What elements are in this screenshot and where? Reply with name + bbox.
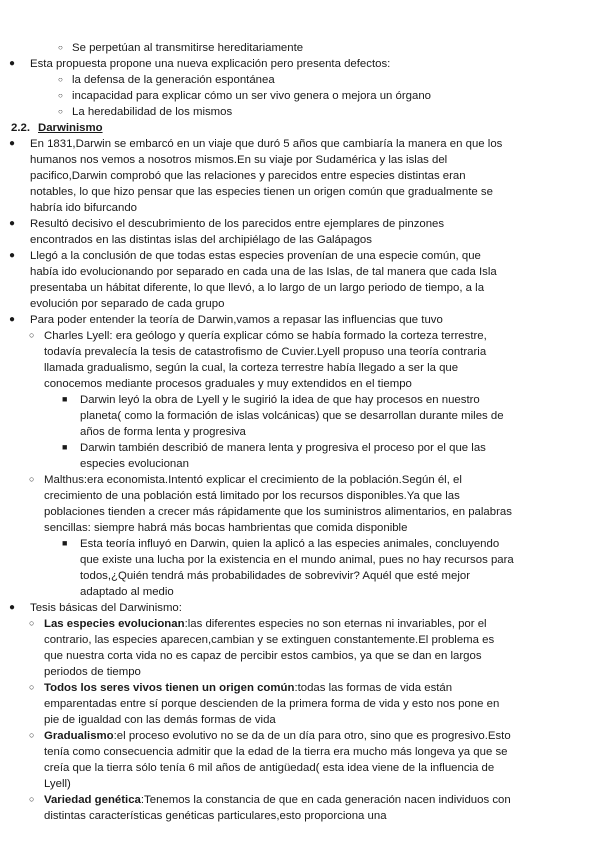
list-item <box>29 328 514 392</box>
list-item-text: Esta propuesta propone una nueva explicación pero presenta defectos: <box>30 58 391 70</box>
square-bullet-icon: ■ <box>62 538 68 548</box>
list-item <box>58 88 512 104</box>
bullet-icon: ● <box>9 250 16 261</box>
hollow-bullet-icon: ○ <box>29 474 35 484</box>
document-page <box>0 40 600 824</box>
thesis-text: :Tenemos la constancia de que en cada generación nacen individuos con distintas características genéticas particulares,esto proporciona una <box>44 794 511 822</box>
list-item-text: Se perpetúan al transmitirse hereditariamente <box>72 42 304 54</box>
list-item <box>29 792 514 824</box>
bullet-icon: ● <box>9 218 16 229</box>
square-bullet-icon: ■ <box>62 442 68 452</box>
thesis-term: Las especies evolucionan <box>44 618 185 630</box>
list-item <box>58 104 512 120</box>
list-item-text: Resultó decisivo el descubrimiento de los parecidos entre ejemplares de pinzones encontrados en las distintas islas del archipiélago de las Galápagos <box>30 218 445 246</box>
thesis-text: :las diferentes especies no son eternas ni invariables, por el contrario, las especies aparecen,cambian y se extinguen constantemente.El problema es que nuestra corta vida no es capaz de percibir estos cambios, ya que se dan en largos periodos de tiempo <box>44 618 495 678</box>
thesis-term: Variedad genética <box>44 794 141 806</box>
hollow-bullet-icon: ○ <box>29 794 35 804</box>
thesis-term: Todos los seres vivos tienen un origen común <box>44 682 295 694</box>
hollow-bullet-icon: ○ <box>58 75 63 84</box>
list-item <box>29 680 514 728</box>
hollow-bullet-icon: ○ <box>58 91 63 100</box>
list-item <box>9 600 508 616</box>
bullet-icon: ● <box>9 58 16 69</box>
section-number: 2.2. <box>11 122 30 134</box>
list-item-text: Charles Lyell: era geólogo y quería explicar cómo se había formado la corteza terrestre, todavía prevalecía la tesis de catastrofismo de Cuvier.Lyell propuso una teoría contraria llamada gradualismo, según la cual, la corteza terrestre había llegado a ser la que conocemos mediante procesos graduales y muy extendidos en el tiempo <box>44 330 487 390</box>
thesis-term: Gradualismo <box>44 730 114 742</box>
hollow-bullet-icon: ○ <box>29 330 35 340</box>
list-item <box>9 248 508 312</box>
thesis-text: :el proceso evolutivo no se da de un día para otro, sino que es progresivo.Esto tenía como consecuencia admitir que la edad de la tierra era mucho más longeva ya que se creía que la tierra sólo tenía 6 mil años de antigüedad( esta idea viene de la influencia de Lyell) <box>44 730 511 790</box>
list-item <box>62 392 514 440</box>
hollow-bullet-icon: ○ <box>58 43 63 52</box>
list-item-text: Para poder entender la teoría de Darwin,vamos a repasar las influencias que tuvo <box>30 314 443 326</box>
list-item <box>62 440 514 472</box>
list-item <box>29 728 514 792</box>
list-item-text: En 1831,Darwin se embarcó en un viaje que duró 5 años que cambiaría la manera en que los humanos nos vemos a nosotros mismos.En su viaje por Sudamérica y las islas del pacifico,Darwin comprobó que las relaciones y parecidos entre especies distintas eran notables, lo que hizo pensar que las especies tienen un origen común que gradualmente se habría ido bifurcando <box>30 138 503 214</box>
hollow-bullet-icon: ○ <box>29 730 35 740</box>
bullet-icon: ● <box>9 138 16 149</box>
square-bullet-icon: ■ <box>62 394 68 404</box>
list-item-text: Esta teoría influyó en Darwin, quien la aplicó a las especies animales, concluyendo que existe una lucha por la existencia en el mundo animal, pues no hay recursos para todos,¿Quién tendrá más probabilidades de sobrevivir? Aquél que esté mejor adaptado al medio <box>80 538 514 598</box>
thesis-text: :todas las formas de vida están emparentadas entre sí porque descienden de la primera forma de vida y esto nos pone en pie de igualdad con las demás formas de vida <box>44 682 500 726</box>
list-item <box>58 40 512 56</box>
list-item <box>9 216 508 248</box>
section-heading <box>11 120 600 136</box>
hollow-bullet-icon: ○ <box>29 618 35 628</box>
list-item <box>9 136 508 216</box>
list-item-text: incapacidad para explicar cómo un ser vivo genera o mejora un órgano <box>72 90 432 102</box>
list-item-text: Malthus:era economista.Intentó explicar el crecimiento de la población.Según él, el crecimiento de una población está limitado por los recursos disponibles.Ya que las poblaciones tienden a crecer más rápidamente que los suministros alimentarios, en palabras sencillas: siempre habrá más bocas hambrientas que comida disponible <box>44 474 512 534</box>
list-item <box>29 616 514 680</box>
list-item-text: Darwin también describió de manera lenta y progresiva el proceso por el que las especies evolucionan <box>80 442 486 470</box>
list-item <box>9 56 508 72</box>
list-item-text: La heredabilidad de los mismos <box>72 106 233 118</box>
list-item-text: Llegó a la conclusión de que todas estas especies provenían de una especie común, que había ido evolucionando por separado en cada una de las Islas, de tal manera que cada Isla presentaba un hábitat diferente, lo que llevó, a lo largo de un largo periodo de tiempo, a la evolución por separado de cada grupo <box>30 250 497 310</box>
list-item-text: la defensa de la generación espontánea <box>72 74 275 86</box>
hollow-bullet-icon: ○ <box>58 107 63 116</box>
list-item <box>29 472 514 536</box>
list-item-text: Darwin leyó la obra de Lyell y le sugirió la idea de que hay procesos en nuestro planeta( como la formación de islas volcánicas) que se desarrollan durante miles de años de forma lenta y progresiva <box>80 394 504 438</box>
list-item <box>9 312 508 328</box>
bullet-icon: ● <box>9 602 16 613</box>
hollow-bullet-icon: ○ <box>29 682 35 692</box>
list-item <box>62 536 514 600</box>
list-item <box>58 72 512 88</box>
section-title: Darwinismo <box>38 122 103 134</box>
list-item-text: Tesis básicas del Darwinismo: <box>30 602 182 614</box>
bullet-icon: ● <box>9 314 16 325</box>
